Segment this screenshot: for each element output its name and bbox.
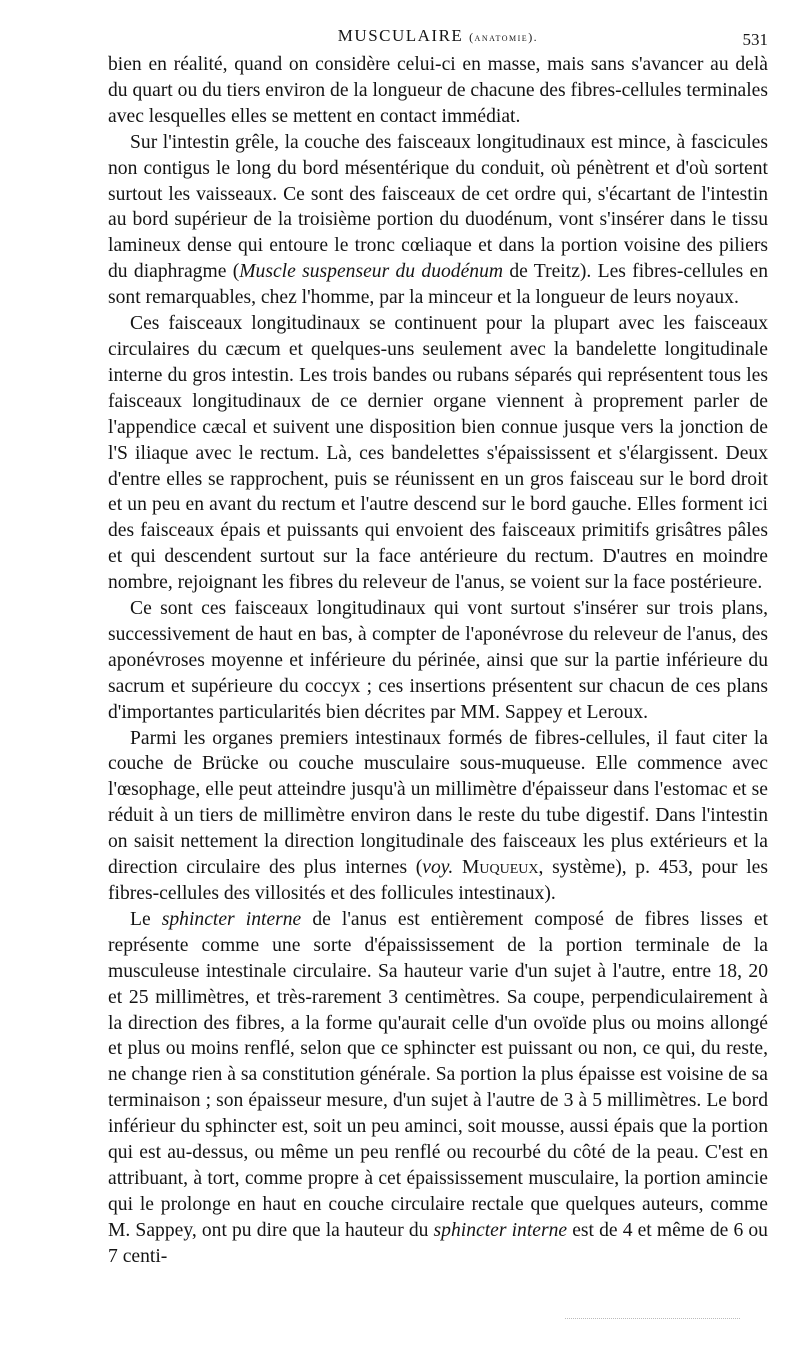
paragraph-4 <box>108 596 768 726</box>
page-header <box>108 22 768 52</box>
paragraph-1 <box>108 52 768 130</box>
paragraph-2 <box>108 130 768 311</box>
running-title <box>108 26 768 46</box>
paragraph-2-italic-term: Muscle suspenseur du duodénum <box>239 261 504 283</box>
paragraph-5-text-after: , système), p. 453, pour les fibres-cellules des villosités et des follicules intestinaux). <box>108 857 768 904</box>
paragraph-2-text-after: de Treitz). Les fibres-cellules en sont remarquables, chez l'homme, par la minceur et la longueur de leurs noyaux. <box>108 261 768 309</box>
paragraph-4-text: Ce sont ces faisceaux longitudinaux qui vont surtout s'insérer sur trois plans, successivement de haut en bas, à compter de l'aponévrose du releveur de l'anus, des aponévroses moyenne et inférieure du périnée, ainsi que sur la partie inférieure du sacrum et supérieure du coccyx ; ces insertions présentent sur chacun de ces plans d'importantes particularités bien décrites par MM. Sappey et Leroux. <box>108 598 768 723</box>
paragraph-5-smallcaps-reference: Muqueux <box>461 857 539 879</box>
footer-print-smudge <box>565 1318 740 1322</box>
paragraph-6-italic-term-2: sphincter interne <box>433 1219 568 1241</box>
document-page <box>108 22 768 1322</box>
running-title-main: MUSCULAIRE <box>337 26 464 45</box>
paragraph-6-text-end: est de 4 et même de 6 ou 7 centi- <box>108 1219 768 1267</box>
running-title-parenthetical: (anatomie). <box>469 30 539 44</box>
paragraph-3-text: Ces faisceaux longitudinaux se continuent pour la plupart avec les faisceaux circulaires du cæcum et quelques-uns seulement avec la bandelette longitudinale interne du gros intestin. Les trois bandes ou rubans séparés qui représentent tous les faisceaux longitudinaux de ce dernier organe viennent à proprement parler de l'appendice cæcal et suivent une disposition bien connue jusque vers la jonction de l'S iliaque avec le rectum. Là, ces bandelettes s'épaississent et s'élargissent. Deux d'entre elles se rapprochent, puis se réunissent en un gros faisceau sur le bord droit et un peu en avant du rectum et l'autre descend sur le bord gauche. Elles forment ici des faisceaux épais et puissants qui envoient des faisceaux primitifs grisâtres pâles et qui descendent surtout sur la face antérieure du rectum. D'autres en moindre nombre, rejoignant les fibres du releveur de l'anus, se voient sur la face postérieure. <box>108 313 768 594</box>
paragraph-5-italic-voy: voy. <box>422 857 454 879</box>
paragraph-5 <box>108 726 768 907</box>
paragraph-2-text-before: Sur l'intestin grêle, la couche des faisceaux longitudinaux est mince, à fascicules non contigus le long du bord mésentérique du conduit, où pénètrent et d'où sortent surtout les vaisseaux. Ce sont des faisceaux de cet ordre qui, s'écartant de l'intestin au bord supérieur de la troisième portion du duodénum, vont s'insérer dans le tissu lamineux dense qui entoure le tronc cœliaque et dans la portion voisine des piliers du diaphragme ( <box>108 131 768 283</box>
paragraph-6-text-middle: de l'anus est entièrement composé de fibres lisses et représente comme une sorte d'épaississement de la portion terminale de la musculeuse intestinale circulaire. Sa hauteur varie d'un sujet à l'autre, entre 18, 20 et 25 millimètres, et très-rarement 3 centimètres. Sa coupe, perpendiculairement à la direction des fibres, a la forme qu'aurait celle d'un ovoïde plus ou moins allongé et plus ou moins renflé, selon que ce sphincter est puissant ou non, ce qui, du reste, ne change rien à sa constitution générale. Sa portion la plus épaisse est voisine de sa terminaison ; son épaisseur mesure, d'un sujet à l'autre de 3 à 5 millimètres. Le bord inférieur du sphincter est, soit un peu aminci, soit mousse, aussi épais que la portion qui est au-dessus, ou même un peu renflé ou recourbé du côté de la peau. C'est en attribuant, à tort, comme propre à cet épaississement musculaire, la portion amincie qui le prolonge en haut en couche circulaire rectale que quelques auteurs, comme M. Sappey, ont pu dire que la hauteur du <box>108 908 768 1241</box>
page-number: 531 <box>742 30 768 49</box>
paragraph-5-text-before: Parmi les organes premiers intestinaux formés de fibres-cellules, il faut citer la couche de Brücke ou couche musculaire sous-muqueuse. Elle commence avec l'œsophage, elle peut atteindre jusqu'à un millimètre d'épaisseur dans l'estomac et se réduit à un tiers de millimètre environ dans le reste du tube digestif. Dans l'intestin on saisit nettement la direction longitudinale des faisceaux les plus extérieurs et la direction circulaire des plus internes ( <box>108 727 768 879</box>
paragraph-6 <box>108 907 768 1270</box>
paragraph-6-italic-term: sphincter interne <box>161 908 302 930</box>
paragraph-1-text: bien en réalité, quand on considère celui-ci en masse, mais sans s'avancer au delà du quart ou du tiers environ de la longueur de chacune des fibres-cellules terminales avec lesquelles elles se mettent en contact immédiat. <box>108 54 768 127</box>
paragraph-3 <box>108 311 768 596</box>
paragraph-6-text-before: Le <box>130 908 162 930</box>
